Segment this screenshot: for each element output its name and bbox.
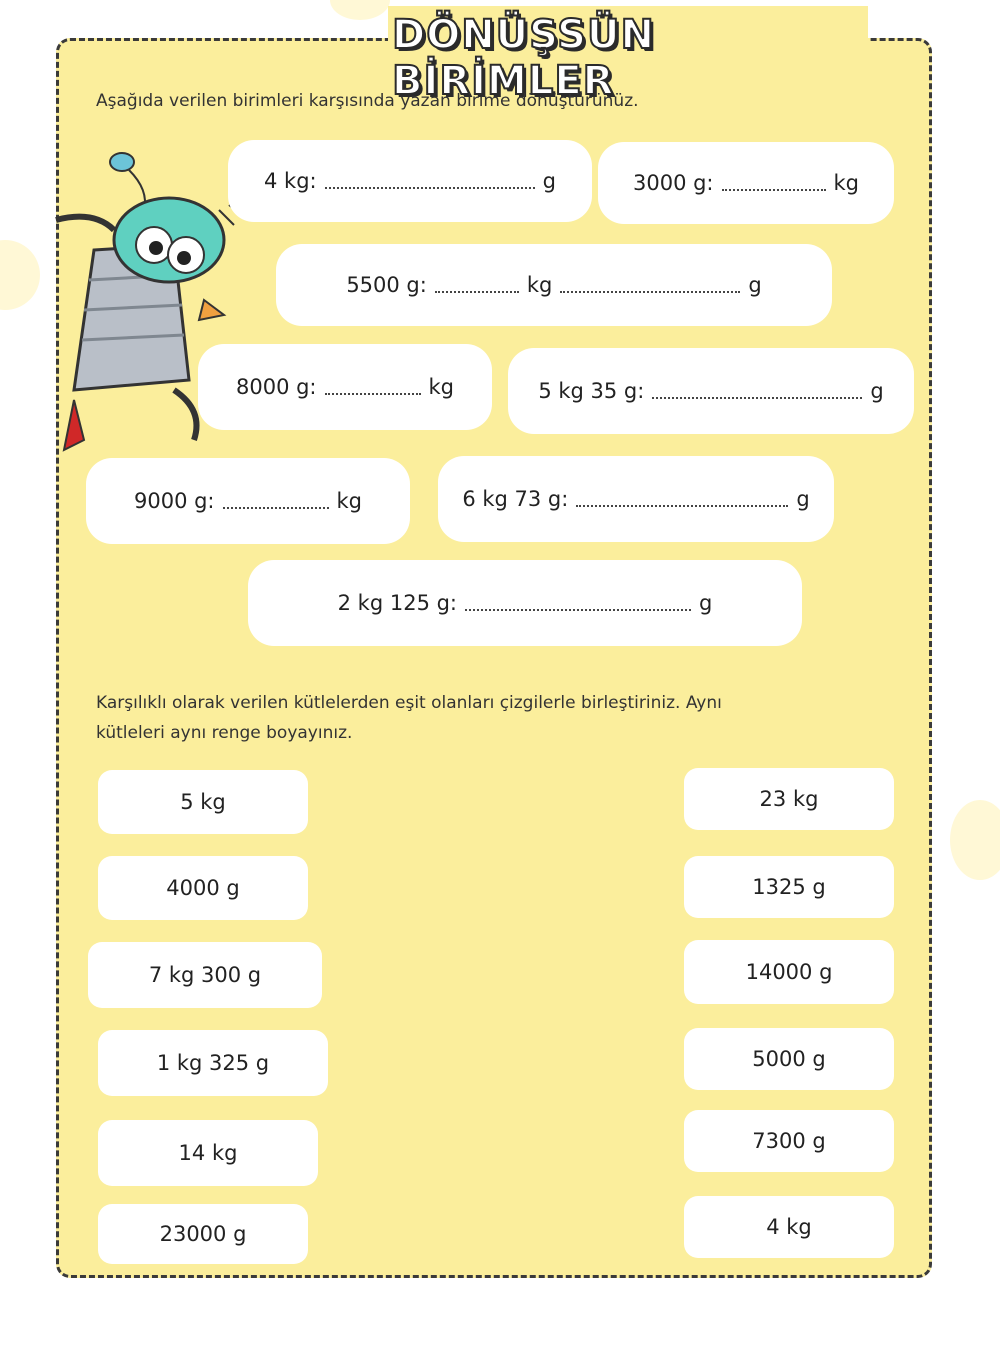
background-blob [0, 240, 40, 310]
conversion-unit: g [748, 273, 762, 297]
conversion-card [598, 142, 894, 224]
right-mass-box[interactable]: 5000 g [684, 1028, 894, 1090]
answer-blank[interactable] [576, 491, 788, 507]
conversion-card [438, 456, 834, 542]
conversion-card [248, 560, 802, 646]
conversion-prefix: 5500 g: [346, 273, 427, 297]
conversion-prefix: 3000 g: [632, 171, 714, 195]
answer-blank[interactable] [722, 175, 826, 191]
conversion-unit: kg [526, 273, 553, 297]
background-blob [330, 0, 390, 20]
right-mass-box[interactable]: 4 kg [684, 1196, 894, 1258]
answer-blank[interactable] [560, 277, 740, 293]
left-mass-box[interactable]: 5 kg [98, 770, 308, 834]
left-mass-box[interactable]: 1 kg 325 g [98, 1030, 328, 1096]
conversion-card [198, 344, 492, 430]
instruction-part2-line2: kütleleri aynı renge boyayınız. [96, 723, 353, 743]
left-mass-box[interactable]: 7 kg 300 g [88, 942, 322, 1008]
conversion-unit: g [870, 379, 884, 403]
answer-blank[interactable] [325, 379, 421, 395]
conversion-prefix: 6 kg 73 g: [462, 487, 569, 511]
right-mass-box[interactable]: 14000 g [684, 940, 894, 1004]
conversion-card [508, 348, 914, 434]
answer-blank[interactable] [223, 493, 329, 509]
right-mass-box[interactable]: 1325 g [684, 856, 894, 918]
conversion-unit: kg [336, 489, 363, 513]
conversion-card [86, 458, 410, 544]
conversion-card [228, 140, 592, 222]
background-blob [950, 800, 1000, 880]
conversion-prefix: 9000 g: [133, 489, 215, 513]
page-title: DÖNÜŞSÜN BİRİMLER [392, 12, 655, 104]
left-mass-box[interactable]: 14 kg [98, 1120, 318, 1186]
conversion-prefix: 2 kg 125 g: [337, 591, 458, 615]
title-banner [388, 6, 868, 104]
right-mass-box[interactable]: 7300 g [684, 1110, 894, 1172]
conversion-prefix: 4 kg: [264, 169, 317, 193]
left-mass-box[interactable]: 23000 g [98, 1204, 308, 1264]
instruction-part1: Aşağıda verilen birimleri karşısında yazan birime dönüştürünüz. [96, 91, 639, 111]
answer-blank[interactable] [435, 277, 519, 293]
conversion-prefix: 8000 g: [235, 375, 317, 399]
conversion-unit: g [542, 169, 556, 193]
conversion-prefix: 5 kg 35 g: [538, 379, 645, 403]
conversion-unit: g [796, 487, 810, 511]
conversion-unit: kg [833, 171, 860, 195]
conversion-unit: g [699, 591, 713, 615]
right-mass-box[interactable]: 23 kg [684, 768, 894, 830]
instruction-part2-line1: Karşılıklı olarak verilen kütlelerden eşit olanları çizgilerle birleştiriniz. Aynı [96, 693, 722, 713]
answer-blank[interactable] [325, 173, 535, 189]
conversion-card [276, 244, 832, 326]
answer-blank[interactable] [465, 595, 691, 611]
left-mass-box[interactable]: 4000 g [98, 856, 308, 920]
conversion-unit: kg [428, 375, 455, 399]
answer-blank[interactable] [652, 383, 862, 399]
